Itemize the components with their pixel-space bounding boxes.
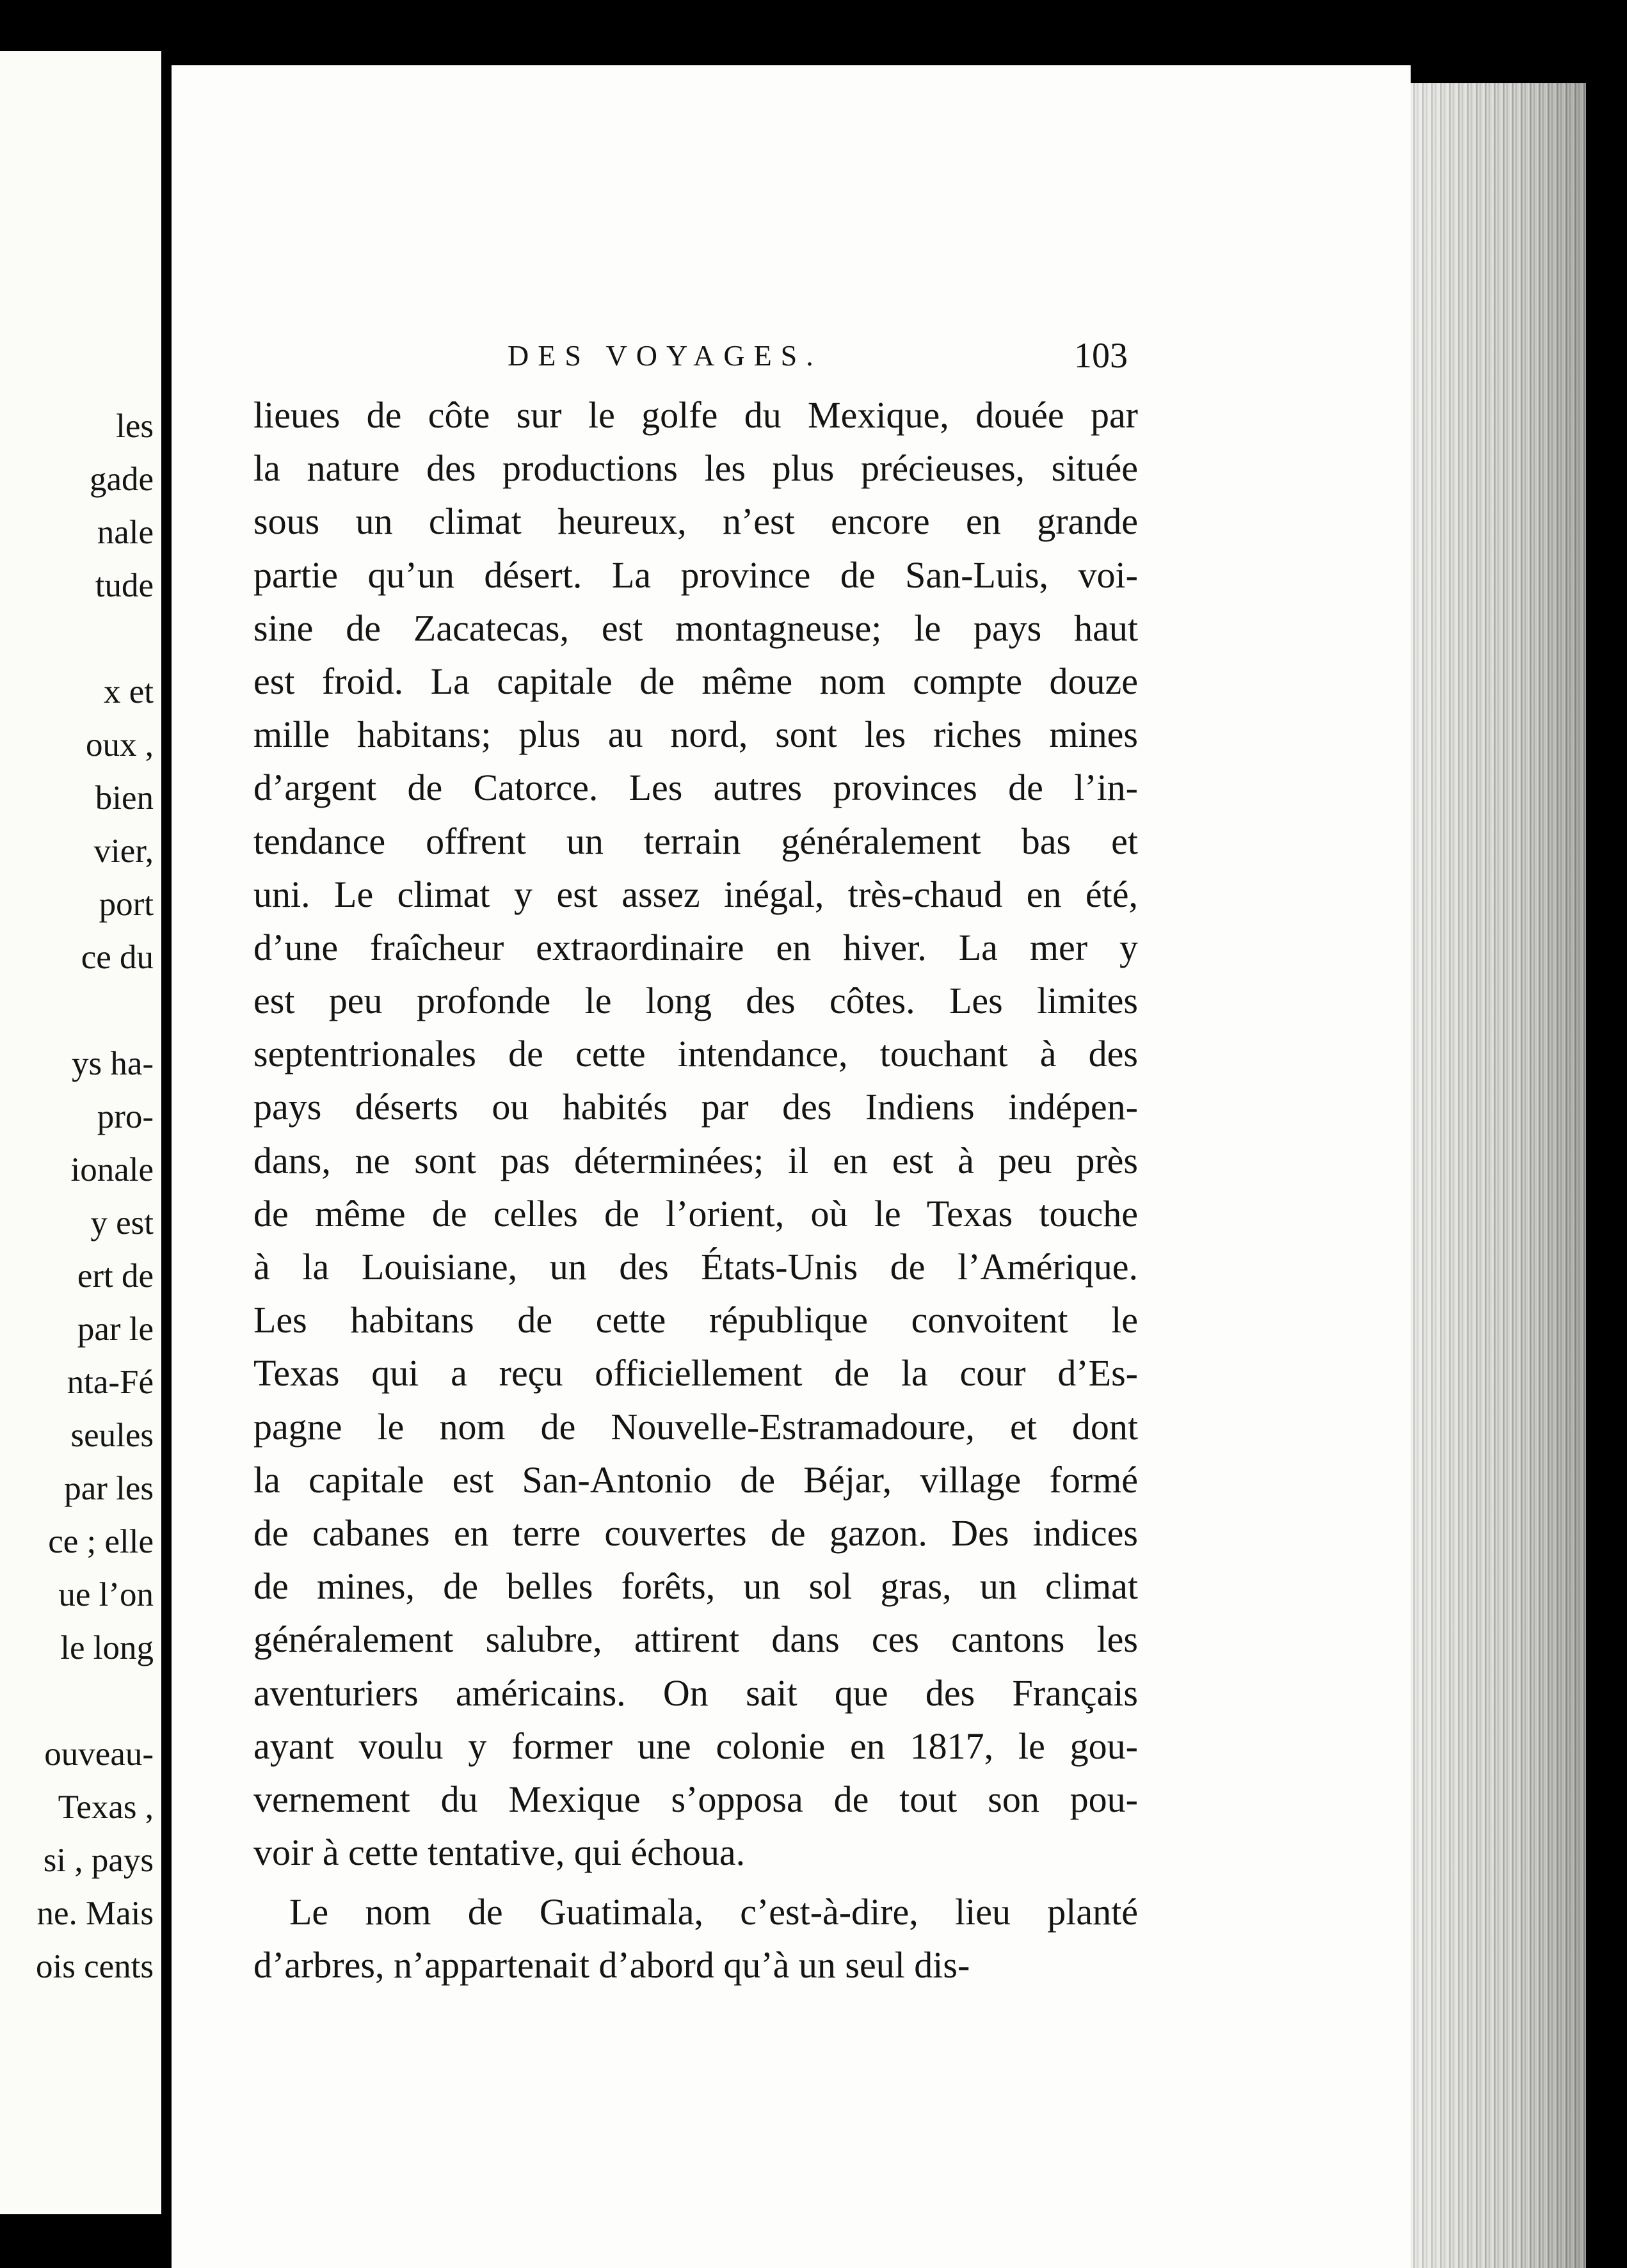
left-page-line: ert de <box>77 1258 154 1295</box>
text-line: Les habitans de cette république convoitent le <box>253 1299 1138 1341</box>
left-page-line <box>36 1675 154 1728</box>
left-page-line: gade <box>89 461 154 498</box>
left-page-line: pro- <box>97 1098 154 1135</box>
left-page-line <box>36 984 154 1037</box>
text-line: aventuriers américains. On sait que des Français <box>253 1672 1138 1714</box>
text-line: Texas qui a reçu officiellement de la cour d’Es- <box>253 1352 1138 1394</box>
text-line: est froid. La capitale de même nom compte douze <box>253 660 1138 702</box>
left-page-line: tude <box>95 567 154 604</box>
text-line: la capitale est San-Antonio de Béjar, village formé <box>253 1458 1138 1501</box>
left-page-text <box>36 400 154 1993</box>
page-number: 103 <box>1074 336 1128 376</box>
left-page-line: le long <box>60 1629 154 1666</box>
left-page-line: ue l’on <box>58 1576 154 1613</box>
left-page-line: ys ha- <box>71 1045 154 1082</box>
left-page-line: vier, <box>93 833 154 870</box>
text-line: d’argent de Catorce. Les autres provinces de l’in- <box>253 767 1138 809</box>
text-line: sine de Zacatecas, est montagneuse; le pays haut <box>253 607 1138 649</box>
left-page-line: ce du <box>81 939 154 976</box>
text-line: ayant voulu y former une colonie en 1817, le gou- <box>253 1725 1138 1767</box>
running-head <box>172 330 1411 381</box>
left-page-line: ne. Mais <box>36 1895 154 1932</box>
page-edges <box>1411 83 1586 2268</box>
running-head-title: DES VOYAGES. <box>508 339 822 372</box>
left-page-line: ouveau- <box>44 1736 154 1773</box>
text-line: est peu profonde le long des côtes. Les limites <box>253 980 1138 1022</box>
left-page-line: x et <box>104 673 154 710</box>
body-text <box>253 388 1138 1992</box>
left-page-line: nta-Fé <box>67 1364 154 1401</box>
text-line: septentrionales de cette intendance, touchant à des <box>253 1033 1138 1075</box>
left-page-line: ionale <box>70 1151 154 1188</box>
left-page-line: ce ; elle <box>48 1523 154 1560</box>
text-line: de cabanes en terre couvertes de gazon. Des indices <box>253 1512 1138 1554</box>
text-line: mille habitans; plus au nord, sont les riches mines <box>253 714 1138 756</box>
text-line: sous un climat heureux, n’est encore en grande <box>253 500 1138 543</box>
text-line: d’une fraîcheur extraordinaire en hiver. La mer y <box>253 926 1138 968</box>
left-page-line <box>36 612 154 666</box>
text-line: généralement salubre, attirent dans ces cantons les <box>253 1618 1138 1661</box>
left-page-line: par les <box>64 1470 154 1507</box>
text-line: lieues de côte sur le golfe du Mexique, douée par <box>253 394 1138 436</box>
left-page-line: ois cents <box>36 1948 154 1985</box>
left-page-line: nale <box>97 514 154 551</box>
text-line: partie qu’un désert. La province de San-Luis, voi- <box>253 554 1138 596</box>
left-page-line: y est <box>90 1204 154 1242</box>
left-page-line: bien <box>95 779 154 817</box>
text-line: Le nom de Guatimala, c’est-à-dire, lieu planté <box>289 1891 1138 1933</box>
text-line: de mines, de belles forêts, un sol gras, un climat <box>253 1565 1138 1608</box>
text-line: pagne le nom de Nouvelle-Estramadoure, et dont <box>253 1405 1138 1448</box>
text-line: voir à cette tentative, qui échoua. <box>253 1832 746 1874</box>
book-page <box>172 65 1411 2268</box>
text-line: d’arbres, n’appartenait d’abord qu’à un seul dis- <box>253 1944 970 1986</box>
left-page-line: seules <box>70 1417 154 1454</box>
left-page-line: oux , <box>86 726 154 763</box>
left-facing-page <box>0 51 161 2214</box>
text-line: vernement du Mexique s’opposa de tout son pou- <box>253 1778 1138 1820</box>
text-line: pays déserts ou habités par des Indiens indépen- <box>253 1086 1138 1128</box>
text-line: tendance offrent un terrain généralement bas et <box>253 820 1138 862</box>
text-line: de même de celles de l’orient, où le Texas touche <box>253 1192 1138 1234</box>
text-line: à la Louisiane, un des États-Unis de l’Amérique. <box>253 1246 1138 1288</box>
left-page-line: si , pays <box>43 1842 154 1879</box>
left-page-line: par le <box>77 1311 154 1348</box>
left-page-line: Texas , <box>58 1789 154 1826</box>
text-line: dans, ne sont pas déterminées; il en est à peu près <box>253 1139 1138 1181</box>
left-page-line: les <box>116 408 154 445</box>
text-line: la nature des productions les plus précieuses, située <box>253 447 1138 490</box>
left-page-line: port <box>99 886 154 923</box>
text-line: uni. Le climat y est assez inégal, très-chaud en été, <box>253 873 1138 915</box>
